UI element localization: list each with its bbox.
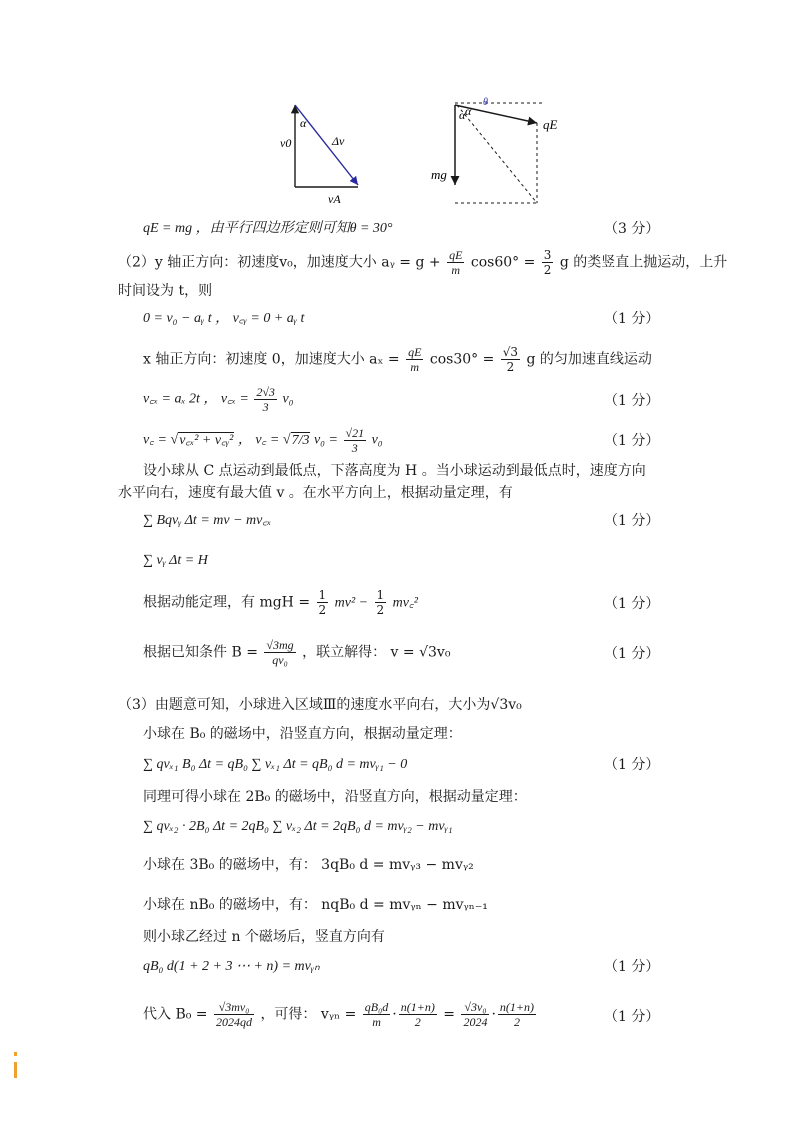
line-4: 0 = v₀ − aᵧ t ， v꜀ᵧ = 0 + aᵧ t bbox=[143, 311, 305, 326]
line-12: 根据动能定理，有 mgH = $\frac{1}{2}$ mv² − $\frac{1}{2}$ mv꜀² bbox=[143, 588, 419, 617]
line-8: 设小球从 C 点运动到最低点，下落高度为 H 。当小球运动到最低点时，速度方向 bbox=[143, 463, 646, 479]
points-3: （3 分） bbox=[604, 221, 660, 237]
vA-label: vA bbox=[328, 192, 341, 206]
edge-mark-dot bbox=[14, 1052, 17, 1056]
line-10: ∑ Bqvᵧ Δt = mv − mv꜀ₓ bbox=[143, 513, 272, 528]
line-3: 时间设为 t，则 bbox=[118, 283, 213, 299]
edge-mark-bar bbox=[14, 1062, 17, 1078]
points-line-22: （1 分） bbox=[604, 959, 660, 975]
line-20: 小球在 nB₀ 的磁场中，有： nqB₀ d = mvᵧₙ − mvᵧₙ₋₁ bbox=[143, 897, 488, 913]
velocity-triangle-figure bbox=[270, 95, 380, 210]
line-7: v꜀ = √v꜀ₓ² + v꜀ᵧ² ， v꜀ = √7/3 v₀ = $\frac{√21}{3}$ v₀ bbox=[143, 426, 383, 455]
line-19: 小球在 3B₀ 的磁场中，有： 3qB₀ d = mvᵧ₃ − mvᵧ₂ bbox=[143, 857, 474, 873]
points-line-13: （1 分） bbox=[604, 646, 660, 662]
points-line-6: （1 分） bbox=[604, 393, 660, 409]
line-23: 代入 B₀ = $\frac{\text{√3mv₀}}{2024qd}$ ，可得： vᵧₙ = $\frac{\text{qB₀d}}{m}$ · $\frac{n(1+n)}{2}$ = $\frac{\text{√3v₀}}{2024}$ · $\frac{n(1+n)}{2}$ bbox=[143, 1000, 535, 1029]
v0-label: v0 bbox=[280, 136, 292, 150]
points-line-23: （1 分） bbox=[604, 1009, 660, 1025]
line-16: ∑ qvₓ₁ B₀ Δt = qB₀ ∑ vₓ₁ Δt = qB₀ d = mvᵧ₁ − 0 bbox=[143, 757, 408, 772]
line-2: （2）y 轴正方向：初速度v₀，加速度大小 aᵧ = g + $\frac{qE}{m}$ cos60° = $\frac{3}{2}$ g 的类竖直上抛运动，上升 bbox=[118, 248, 728, 277]
line-9: 水平向右，速度有最大值 v 。在水平方向上，根据动量定理，有 bbox=[118, 485, 513, 501]
points-line-12: （1 分） bbox=[604, 596, 660, 612]
delta-v-label: Δv bbox=[332, 134, 345, 148]
alpha-label-2: α bbox=[465, 104, 472, 118]
qE-label: qE bbox=[543, 117, 558, 132]
line-11: ∑ vᵧ Δt = H bbox=[143, 553, 208, 568]
points-line-16: （1 分） bbox=[604, 757, 660, 773]
mg-label: mg bbox=[431, 167, 447, 182]
line-14: （3）由题意可知，小球进入区域Ⅲ的速度水平向右，大小为√3v₀ bbox=[118, 697, 522, 713]
line-13: 根据已知条件 B = $\frac{√3mg}{\text{qv₀}}$ ，联立解得： v = √3v₀ bbox=[143, 638, 451, 667]
line-17: 同理可得小球在 2B₀ 的磁场中，沿竖直方向，根据动量定理： bbox=[143, 789, 527, 805]
points-line-4: （1 分） bbox=[604, 311, 660, 327]
line-18: ∑ qvₓ₂ · 2B₀ Δt = 2qB₀ ∑ vₓ₂ Δt = 2qB₀ d = mvᵧ₂ − mvᵧ₁ bbox=[143, 819, 453, 834]
line-1: qE = mg ，由平行四边形定则可知θ = 30° bbox=[143, 221, 393, 236]
line-15: 小球在 B₀ 的磁场中，沿竖直方向，根据动量定理： bbox=[143, 726, 462, 742]
points-line-10: （1 分） bbox=[604, 513, 660, 529]
line-6: v꜀ₓ = aₓ 2t ， v꜀ₓ = $\frac{2√3}{3}$ v₀ bbox=[143, 385, 294, 414]
alpha-label-1: α bbox=[459, 108, 466, 122]
line-22: qB₀ d(1 + 2 + 3 ⋯ + n) = mvᵧₙ bbox=[143, 959, 320, 974]
theta-label: θ bbox=[483, 97, 488, 108]
line-5: x 轴正方向：初速度 0，加速度大小 aₓ = $\frac{qE}{m}$ cos30° = $\frac{√3}{2}$ g 的匀加速直线运动 bbox=[143, 345, 652, 374]
points-line-7: （1 分） bbox=[604, 433, 660, 449]
alpha-label: α bbox=[300, 116, 307, 130]
force-parallelogram-figure bbox=[425, 95, 575, 210]
line-21: 则小球乙经过 n 个磁场后，竖直方向有 bbox=[143, 929, 385, 945]
